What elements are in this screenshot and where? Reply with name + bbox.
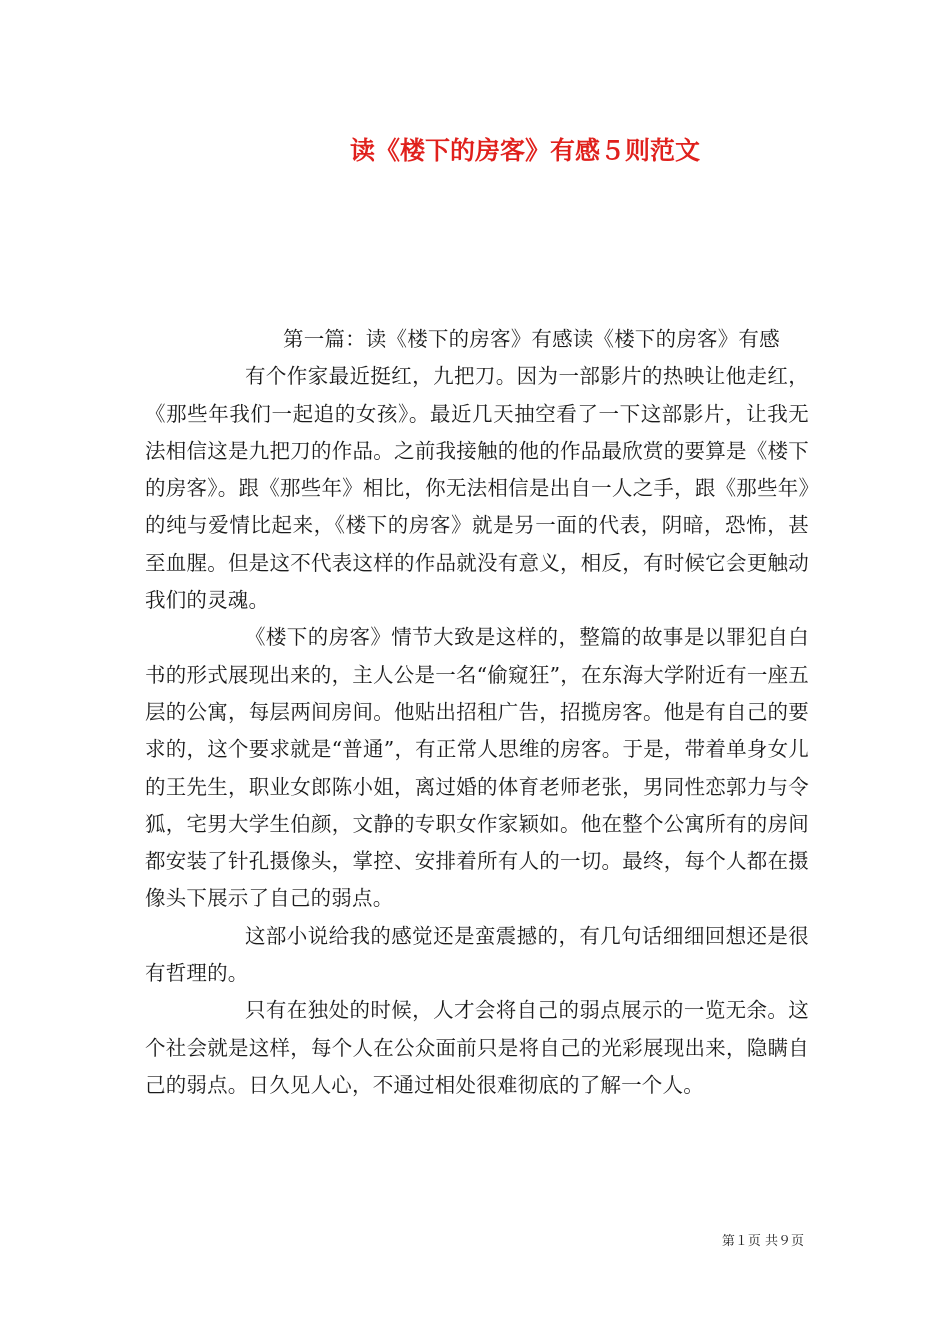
body-paragraph: 只有在独处的时候，人才会将自己的弱点展示的一览无余。这个社会就是这样，每个人在公众面前只是将自己的光彩展现出来，隐瞒自己的弱点。日久见人心，不通过相处很难彻底的了解一个人。 — [145, 998, 809, 1097]
body-paragraph: 《楼下的房客》情节大致是这样的，整篇的故事是以罪犯自白书的形式展现出来的，主人公是一名“偷窥狂”，在东海大学附近有一座五层的公寓，每层两间房间。他贴出招租广告，招揽房客。他是有自己的要求的，这个要求就是“普通”，有正常人思维的房客。于是，带着单身女儿的王先生，职业女郎陈小姐，离过婚的体育老师老张，男同性恋郭力与令狐，宅男大学生伯颜，文静的专职女作家颖如。他在整个公寓所有的房间都安装了针孔摄像头，掌控、安排着所有人的一切。最终，每个人都在摄像头下展示了自己的弱点。 — [145, 625, 809, 911]
section-heading: 第一篇：读《楼下的房客》有感读《楼下的房客》有感 — [283, 327, 780, 351]
page-number-footer: 第１页 共９页 — [721, 1234, 804, 1249]
document-title: 读《楼下的房客》有感５则范文 — [349, 136, 700, 165]
body-paragraph: 这部小说给我的感觉还是蛮震撼的，有几句话细细回想还是很有哲理的。 — [145, 923, 809, 986]
document-body — [145, 321, 809, 1104]
body-paragraph: 有个作家最近挺红，九把刀。因为一部影片的热映让他走红，《那些年我们一起追的女孩》。最近几天抽空看了一下这部影片，让我无法相信这是九把刀的作品。之前我接触的他的作品最欣赏的要算是《楼下的房客》。跟《那些年》相比，你无法相信是出自一人之手，跟《那些年》的纯与爱情比起来，《楼下的房客》就是另一面的代表，阴暗，恐怖，甚至血腥。但是这不代表这样的作品就没有意义，相反，有时候它会更触动我们的灵魂。 — [145, 364, 809, 613]
